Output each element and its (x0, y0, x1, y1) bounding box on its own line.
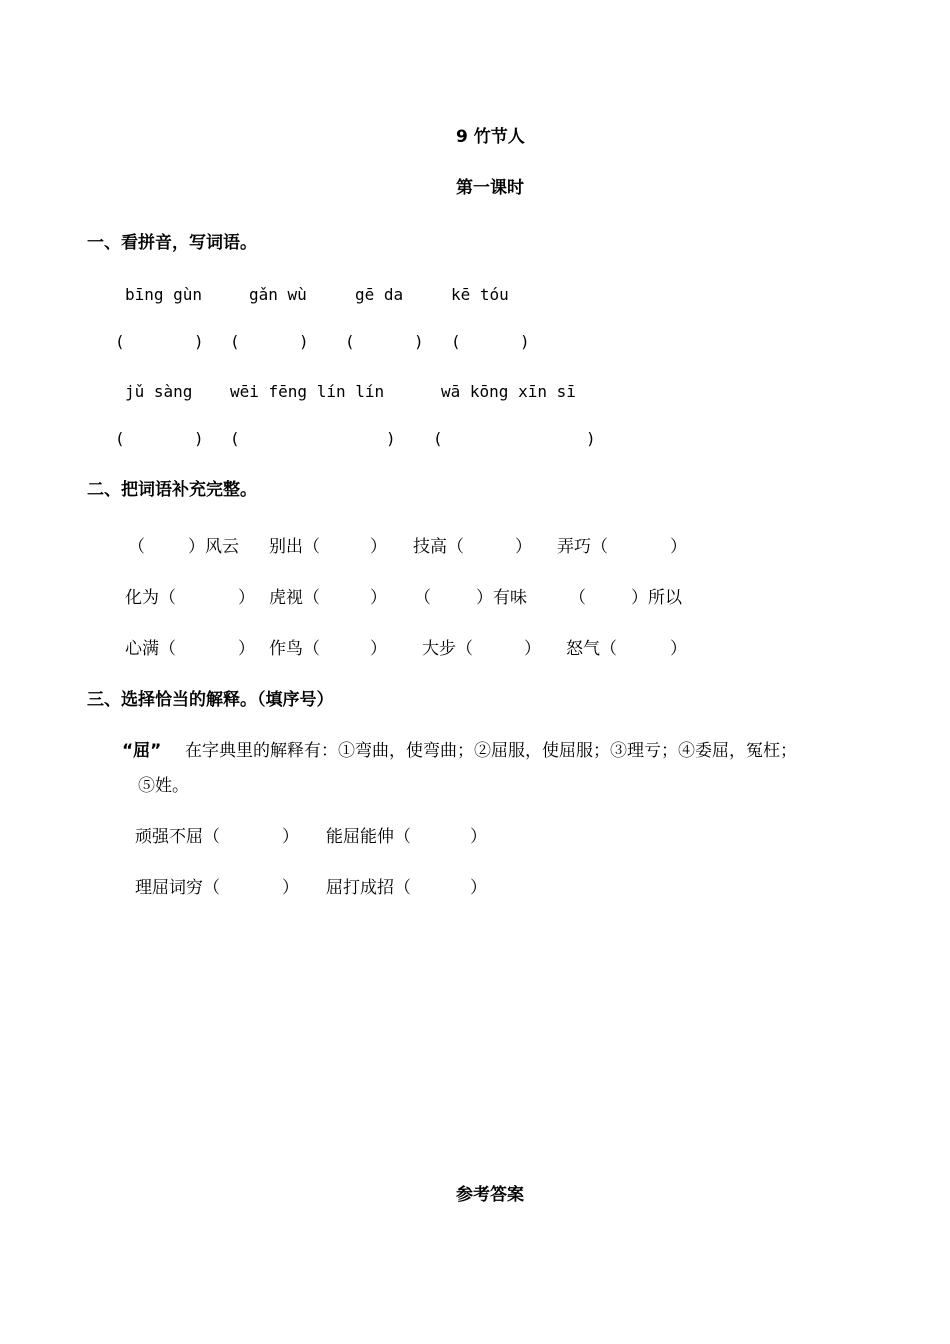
fill-item: ） (238, 588, 255, 608)
lesson-subtitle: 第一课时 (456, 178, 524, 198)
blank-paren: ) (586, 429, 596, 448)
choice-item: 理屈词穷（ (135, 878, 220, 898)
pinyin-4: kē tóu (451, 285, 509, 304)
blank-paren: ( (230, 429, 240, 448)
fill-item: ） (370, 588, 387, 608)
fill-item: （ (128, 537, 145, 557)
fill-item: 作鸟（ (269, 639, 320, 659)
fill-item: ） (238, 639, 255, 659)
blank-paren: ) (194, 429, 204, 448)
page-title: 9 竹节人 (456, 127, 525, 147)
blank-paren: ( (115, 429, 125, 448)
fill-item: 虎视（ (269, 588, 320, 608)
choice-item: 顽强不屈（ (135, 827, 220, 847)
fill-item: 技高（ (413, 537, 464, 557)
fill-item: ） (670, 537, 687, 557)
blank-paren: ) (520, 332, 530, 351)
fill-item: ）所以 (631, 588, 682, 608)
pinyin-3: gē da (355, 285, 404, 304)
fill-item: （ (569, 588, 586, 608)
blank-paren: ) (414, 332, 424, 351)
fill-item: ） (670, 639, 687, 659)
pinyin-6: wēi fēng lín lín (230, 382, 385, 401)
section2-heading: 二、把词语补充完整。 (87, 480, 257, 500)
blank-paren: ( (230, 332, 240, 351)
fill-item: （ (414, 588, 431, 608)
fill-item: ）风云 (188, 537, 239, 557)
fill-item: ） (370, 537, 387, 557)
fill-item: 心满（ (125, 639, 176, 659)
section3-heading: 三、选择恰当的解释。（填序号） (87, 690, 334, 710)
choice-item: ） (282, 878, 299, 898)
blank-paren: ) (194, 332, 204, 351)
quoted-character: “屈” (122, 741, 162, 761)
blank-paren: ( (345, 332, 355, 351)
fill-item: 弄巧（ (557, 537, 608, 557)
blank-paren: ) (386, 429, 396, 448)
pinyin-5: jǔ sàng (125, 382, 193, 401)
section1-heading: 一、看拼音，写词语。 (87, 233, 257, 253)
definition-text: 在字典里的解释有：①弯曲，使弯曲；②屈服，使屈服；③理亏；④委屈，冤枉； (185, 741, 797, 761)
fill-item: 怒气（ (566, 639, 617, 659)
pinyin-2: gǎn wù (249, 285, 307, 304)
pinyin-1: bīng gùn (125, 285, 203, 304)
fill-item: 别出（ (269, 537, 320, 557)
choice-item: 屈打成招（ (326, 878, 411, 898)
blank-paren: ( (433, 429, 443, 448)
fill-item: ） (370, 639, 387, 659)
fill-item: ）有味 (476, 588, 527, 608)
fill-item: ） (515, 537, 532, 557)
fill-item: ） (524, 639, 541, 659)
choice-item: 能屈能伸（ (326, 827, 411, 847)
blank-paren: ( (451, 332, 461, 351)
pinyin-7: wā kōng xīn sī (441, 382, 576, 401)
choice-item: ） (470, 827, 487, 847)
blank-paren: ) (299, 332, 309, 351)
answer-key-heading: 参考答案 (456, 1185, 524, 1205)
fill-item: 化为（ (125, 588, 176, 608)
fill-item: 大步（ (422, 639, 473, 659)
blank-paren: ( (115, 332, 125, 351)
definition-text-cont: ⑤姓。 (138, 776, 189, 796)
choice-item: ） (282, 827, 299, 847)
choice-item: ） (470, 878, 487, 898)
